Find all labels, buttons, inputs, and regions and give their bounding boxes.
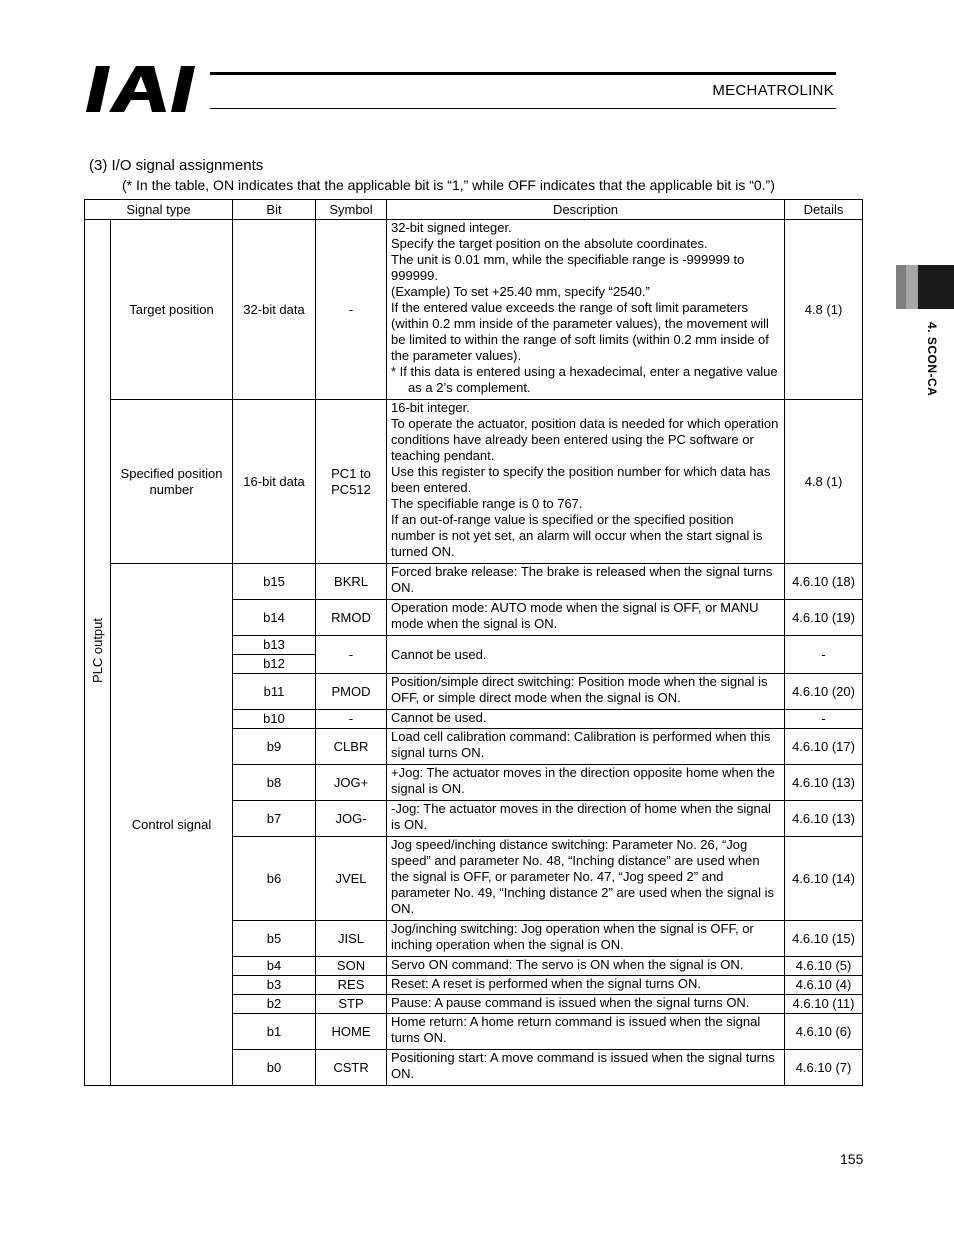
chapter-tab-black (918, 265, 954, 309)
description-cell: Operation mode: AUTO mode when the signal is OFF, or MANU mode when the signal is ON. (387, 600, 785, 636)
details-cell: 4.6.10 (18) (785, 564, 863, 600)
header-title: MECHATROLINK (712, 82, 834, 99)
details-cell: 4.6.10 (4) (785, 976, 863, 995)
symbol-cell: - (316, 220, 387, 400)
section-note: (* In the table, ON indicates that the applicable bit is “1,” while OFF indicates that the applicable bit is “0.”) (122, 177, 775, 193)
header-details: Details (785, 200, 863, 220)
description-line: The unit is 0.01 mm, while the specifiable range is -999999 to 999999. (391, 252, 745, 283)
description-line: The specifiable range is 0 to 767. (391, 496, 583, 511)
symbol-cell: PMOD (316, 674, 387, 710)
description-cell: Forced brake release: The brake is released when the signal turns ON. (387, 564, 785, 600)
details-cell: - (785, 636, 863, 674)
header-rule-bottom (210, 108, 836, 109)
description-cell: +Jog: The actuator moves in the direction opposite home when the signal is ON. (387, 765, 785, 801)
description-line: If the entered value exceeds the range of soft limit parameters (within 0.2 mm inside of the parameter values), the movement will be limited to within the range of soft limits (within 0.2 mm inside of the parameter values). (391, 300, 769, 363)
description-cell: Cannot be used. (387, 710, 785, 729)
details-cell: 4.6.10 (13) (785, 801, 863, 837)
details-cell: - (785, 710, 863, 729)
description-line: To operate the actuator, position data is needed for which operation conditions have already been entered using the PC software or teaching pendant. (391, 416, 779, 463)
table-header-row (85, 200, 863, 220)
bit-cell: b13 (233, 636, 316, 655)
description-cell: -Jog: The actuator moves in the direction of home when the signal is ON. (387, 801, 785, 837)
description-cell: Load cell calibration command: Calibration is performed when this signal turns ON. (387, 729, 785, 765)
symbol-cell: RMOD (316, 600, 387, 636)
symbol-cell: SON (316, 957, 387, 976)
description-cell: Cannot be used. (387, 636, 785, 674)
description-cell: Position/simple direct switching: Position mode when the signal is OFF, or simple direct mode when the signal is ON. (387, 674, 785, 710)
description-line: Specify the target position on the absolute coordinates. (391, 236, 708, 251)
page-number: 155 (840, 1151, 864, 1167)
symbol-cell: STP (316, 995, 387, 1014)
bit-cell: b7 (233, 801, 316, 837)
bit-cell: b1 (233, 1014, 316, 1050)
details-cell: 4.6.10 (13) (785, 765, 863, 801)
details-cell: 4.6.10 (5) (785, 957, 863, 976)
details-cell: 4.6.10 (19) (785, 600, 863, 636)
symbol-cell: BKRL (316, 564, 387, 600)
bit-cell: b2 (233, 995, 316, 1014)
bit-cell: b10 (233, 710, 316, 729)
bit-cell: b4 (233, 957, 316, 976)
chapter-tab-gray-light (906, 265, 918, 309)
details-cell: 4.8 (1) (785, 400, 863, 564)
table-row (85, 400, 863, 564)
details-cell: 4.8 (1) (785, 220, 863, 400)
description-line: If an out-of-range value is specified or the specified position number is not yet set, an alarm will occur when the start signal is turned ON. (391, 512, 763, 559)
details-cell: 4.6.10 (15) (785, 921, 863, 957)
symbol-cell: RES (316, 976, 387, 995)
io-signal-table (84, 199, 863, 1086)
table-row (85, 220, 863, 400)
header-bit: Bit (233, 200, 316, 220)
description-cell: Jog/inching switching: Jog operation when the signal is OFF, or inching operation when the signal is ON. (387, 921, 785, 957)
bit-cell: 32-bit data (233, 220, 316, 400)
bit-cell: b0 (233, 1050, 316, 1086)
signal-type-cell-control: Control signal (111, 564, 233, 1086)
description-cell: Positioning start: A move command is issued when the signal turns ON. (387, 1050, 785, 1086)
symbol-cell: PC1 to PC512 (316, 400, 387, 564)
group-label: PLC output (89, 617, 105, 684)
bit-cell: b3 (233, 976, 316, 995)
details-cell: 4.6.10 (17) (785, 729, 863, 765)
bit-cell: b11 (233, 674, 316, 710)
description-line: 16-bit integer. (391, 400, 470, 415)
details-cell: 4.6.10 (6) (785, 1014, 863, 1050)
details-cell: 4.6.10 (20) (785, 674, 863, 710)
bit-cell: b5 (233, 921, 316, 957)
header-rule-top (210, 72, 836, 75)
group-cell-plc-output (85, 220, 111, 1086)
bit-cell: b12 (233, 655, 316, 674)
symbol-cell: JISL (316, 921, 387, 957)
details-cell: 4.6.10 (7) (785, 1050, 863, 1086)
bit-cell: b8 (233, 765, 316, 801)
header-description: Description (387, 200, 785, 220)
chapter-tab-label: 4. SCON-CA (925, 322, 939, 397)
bit-cell: b15 (233, 564, 316, 600)
description-cell (387, 220, 785, 400)
symbol-cell: JOG+ (316, 765, 387, 801)
description-line: Use this register to specify the position number for which data has been entered. (391, 464, 771, 495)
description-cell (387, 400, 785, 564)
description-cell: Home return: A home return command is issued when the signal turns ON. (387, 1014, 785, 1050)
symbol-cell: HOME (316, 1014, 387, 1050)
description-note: * If this data is entered using a hexadecimal, enter a negative value as a 2’s complement. (391, 364, 778, 395)
table-row (85, 564, 863, 600)
iai-logo (86, 66, 210, 112)
symbol-cell: - (316, 710, 387, 729)
symbol-cell: JOG- (316, 801, 387, 837)
header-signal-type: Signal type (85, 200, 233, 220)
symbol-cell: - (316, 636, 387, 674)
signal-type-cell: Target position (111, 220, 233, 400)
signal-type-cell: Specified position number (111, 400, 233, 564)
symbol-cell: CSTR (316, 1050, 387, 1086)
bit-cell: b6 (233, 837, 316, 921)
bit-cell: 16-bit data (233, 400, 316, 564)
bit-cell: b14 (233, 600, 316, 636)
description-line: (Example) To set +25.40 mm, specify “2540.” (391, 284, 650, 299)
symbol-cell: CLBR (316, 729, 387, 765)
symbol-cell: JVEL (316, 837, 387, 921)
section-heading: (3) I/O signal assignments (89, 157, 264, 174)
description-cell: Pause: A pause command is issued when the signal turns ON. (387, 995, 785, 1014)
description-line: 32-bit signed integer. (391, 220, 512, 235)
description-cell: Servo ON command: The servo is ON when the signal is ON. (387, 957, 785, 976)
description-cell: Jog speed/inching distance switching: Parameter No. 26, “Jog speed” and parameter No. 48, “Inching distance” are used when the signal is OFF, or parameter No. 47, “Jog speed 2” and parameter No. 49, “Inching distance 2” are used when the signal is ON. (387, 837, 785, 921)
details-cell: 4.6.10 (11) (785, 995, 863, 1014)
details-cell: 4.6.10 (14) (785, 837, 863, 921)
header-symbol: Symbol (316, 200, 387, 220)
bit-cell: b9 (233, 729, 316, 765)
description-cell: Reset: A reset is performed when the signal turns ON. (387, 976, 785, 995)
